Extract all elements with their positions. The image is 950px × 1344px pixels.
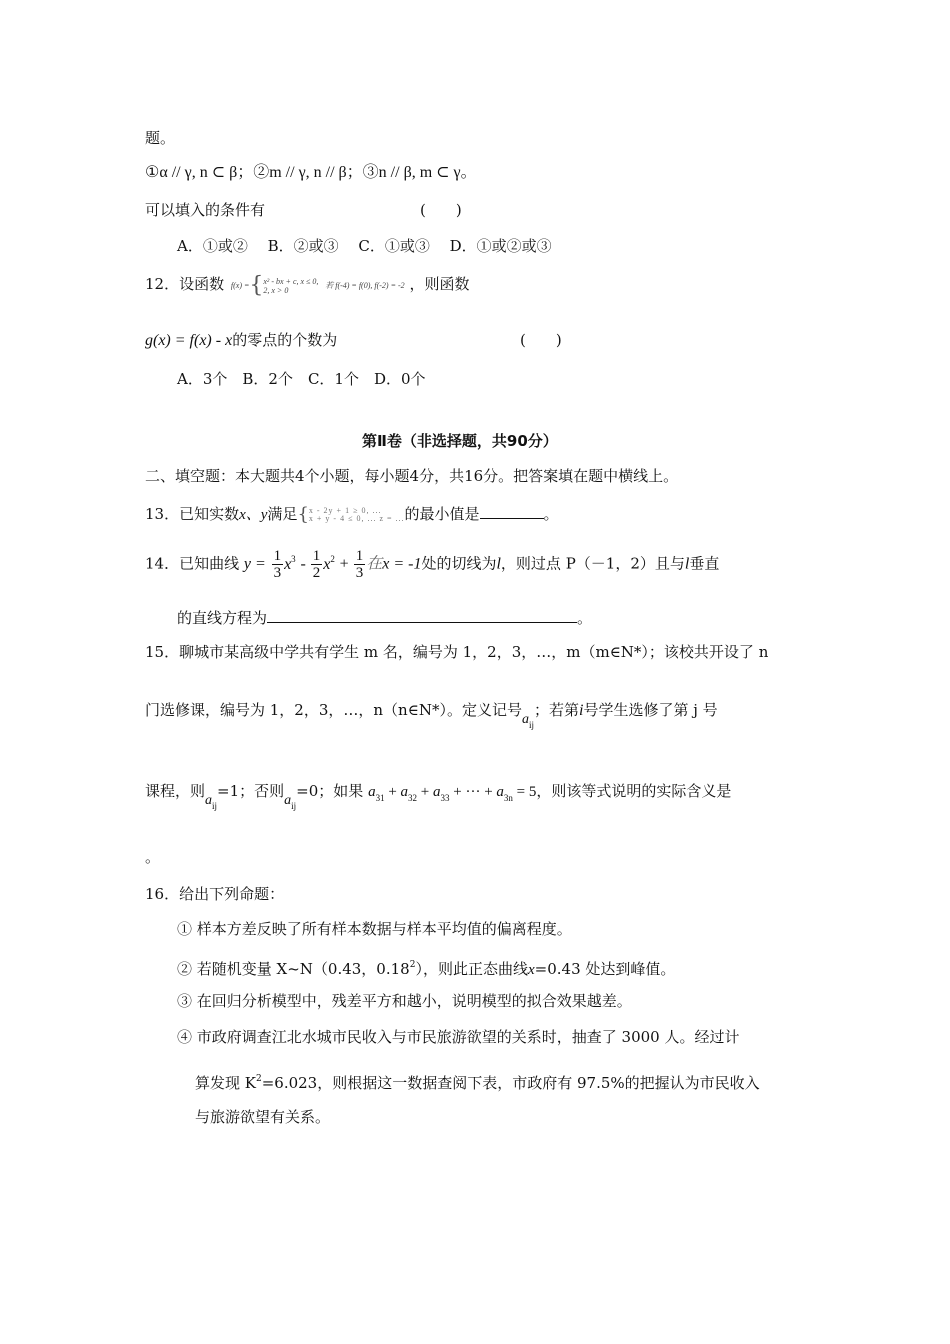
q12-g-line: g(x) = f(x) - x的零点的个数为	[145, 331, 338, 349]
frac-1-3: $\frac{1}{3}$	[273, 548, 282, 581]
q14-answer-blank	[267, 606, 577, 623]
q15-line4: 。	[145, 848, 161, 866]
q14-line2: 的直线方程为 。	[177, 606, 592, 628]
q12-tail: ，则函数	[409, 275, 470, 293]
q13-line: 13．已知实数x、y满足{x - 2y + 1 ≥ 0, ... x + y - 4 ≤ 0, ... z = ...的最小值是 。	[145, 504, 559, 525]
q11-prompt: 可以填入的条件有	[145, 201, 266, 219]
q11-paren: ( )	[420, 201, 462, 219]
q13-answer-blank	[480, 502, 544, 519]
q12-paren: ( )	[520, 331, 562, 349]
q16-item3: ③ 在回归分析模型中，残差平方和越小，说明模型的拟合效果越差。	[177, 992, 632, 1010]
frac-1-3b: $\frac{1}{3}$	[355, 548, 364, 581]
q12-line	[145, 274, 469, 296]
q16-item1: ① 样本方差反映了所有样本数据与样本平均值的偏离程度。	[177, 920, 572, 938]
q16-intro: 16．给出下列命题：	[145, 885, 285, 903]
sum-expression: $a_{31} + a_{32} + a_{33}$ + ··· + $a_{3n} = 5$	[368, 784, 537, 803]
q15-line3: 课程，则$a_{ij}=1$；否则$a_{ij}=0$；如果 $a_{31} + a_{32} + a_{33}$ + ··· + $a_{3n} = 5$，则该等式说明的实际含义是	[145, 782, 732, 811]
q16-item4-line1: ④ 市政府调查江北水城市民收入与市民旅游欲望的关系时，抽查了 3000 人。经过计	[177, 1028, 740, 1046]
q15-line1: 15．聊城市某高级中学共有学生 m 名，编号为 1，2，3，…，m（m∈N*）；该校共开设了 n	[145, 643, 769, 661]
frac-1-2: $\frac{1}{2}$	[312, 548, 321, 581]
q11-conditions: ①α // γ, n ⊂ β；②m // γ, n // β；③n // β, m ⊂ γ。	[145, 164, 477, 181]
q16-item4-line3: 与旅游欲望有关系。	[195, 1108, 331, 1126]
q12-intro: 12．设函数	[145, 275, 225, 293]
q16-item2: ② 若随机变量 X~N（0.43，0.18$^2$），则此正态曲线x=0.43 处达到峰值。	[177, 960, 676, 978]
section-instructions: 二、填空题：本大题共4个小题，每小题4分，共16分。把答案填在题中横线上。	[145, 467, 679, 485]
q16-item4-line2: 算发现 $K^2=6.023$，则根据这一数据查阅下表，市政府有 97.5%的把握认为市民收入	[195, 1074, 760, 1092]
q11-options: A．①或② B．②或③ C．①或③ D．①或②或③	[177, 237, 552, 255]
g-expression: g(x) = f(x) - x	[145, 332, 233, 349]
q15-line2: 门选修课，编号为 1，2，3，…，n（n∈N*）。定义记号$a_{ij}$；若第i号学生选修了第 j 号	[145, 701, 718, 730]
section-title: 第Ⅱ卷（非选择题，共90分）	[362, 432, 558, 450]
q14-line: 14．已知曲线 y = $\frac{1}{3}$ $x^3$ - $\frac{1}{2}$ $x^2$ + $\frac{1}{3}$ 在x = -1处的切线为l，则过点 P（－1，2）且与l垂直	[145, 548, 720, 581]
q12-formula: f(x) ={ x² - bx + c, x ≤ 0, 2, x > 0 若 f(-4) = f(0), f(-2) = -2	[230, 272, 405, 298]
q11-tail: 题。	[145, 129, 176, 147]
q13-constraints-image: x - 2y + 1 ≥ 0, ... x + y - 4 ≤ 0, ... z = ...	[308, 506, 405, 523]
q12-options: A．3个 B．2个 C．1个 D．0个	[177, 370, 426, 388]
